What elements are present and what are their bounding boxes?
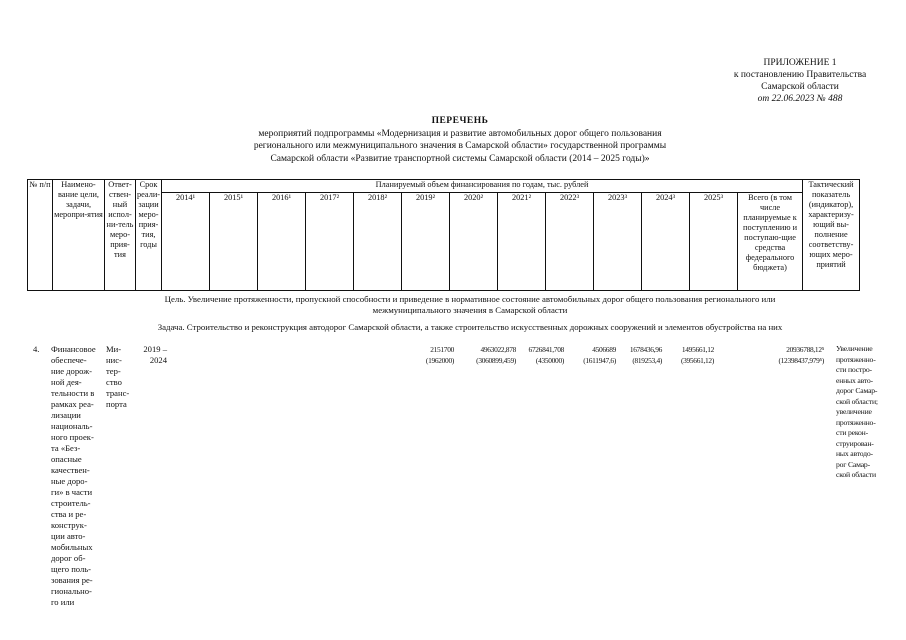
title-line1: мероприятий подпрограммы «Модернизация и развитие автомобильных дорог общего пользования xyxy=(258,128,662,139)
indicator-line: сти постро- xyxy=(836,365,872,374)
row-resp-line: транс- xyxy=(106,388,130,398)
row-name-line: строитель- xyxy=(51,498,91,508)
header-responsible: Ответ-ствен-ный испол-ни-тель меро-прия-тия xyxy=(105,180,136,291)
row-name-line: гионально- xyxy=(51,586,92,596)
row-name-line: ства и ре- xyxy=(51,509,87,519)
row-name xyxy=(51,344,105,608)
appendix-line2: к постановлению Правительства xyxy=(733,70,867,80)
row-term-start: 2019 – xyxy=(143,344,167,354)
row-resp-line: нис- xyxy=(106,355,122,365)
value-federal: (3060899,459) xyxy=(476,356,516,365)
header-year: 2015¹ xyxy=(210,193,258,291)
indicator-line: ской области; xyxy=(836,396,878,406)
indicator-line: увеличение xyxy=(836,407,872,416)
header-indicator: Тактический показатель (индикатор), характеризу-ющий вы-полнение соответству-ющих меро-приятий xyxy=(803,180,860,291)
row-name-line: ные доро- xyxy=(51,476,88,486)
value-cell xyxy=(510,344,564,366)
header-year: 2014¹ xyxy=(162,193,210,291)
row-name-line: рамках реа- xyxy=(51,399,94,409)
row-name-line: зования ре- xyxy=(51,575,93,585)
row-resp-line: Ми- xyxy=(106,344,122,354)
row-name-line: тельности в xyxy=(51,388,95,398)
row-name-line: мобильных xyxy=(51,542,93,552)
appendix-block xyxy=(700,57,900,105)
title-line2: регионального или межмуниципального значения в Самарской области» государственной программы xyxy=(253,141,667,151)
row-name-line: ции авто- xyxy=(51,531,86,541)
header-year: 2018² xyxy=(354,193,402,291)
header-planned-financing: Планируемый объем финансирования по годам, тыс. рублей xyxy=(162,180,803,193)
indicator-line: сти рекон- xyxy=(836,428,868,437)
header-year: 2023³ xyxy=(594,193,642,291)
value-cell xyxy=(404,344,454,366)
indicator-line: ных автодо- xyxy=(836,449,873,458)
goal-text: Цель. Увеличение протяженности, пропускной способности и приведение в нормативное состояние автомобильных дорог общего пользования регионального или межмуниципального значения в Самарской области xyxy=(164,294,776,315)
header-name: Наимено-вание цели, задачи, меропри-ятия xyxy=(53,180,105,291)
header-year: 2016¹ xyxy=(258,193,306,291)
header-year: 2025³ xyxy=(690,193,738,291)
indicator-line: протяженно- xyxy=(836,417,876,427)
document-title xyxy=(180,115,740,165)
header-year: 2020² xyxy=(450,193,498,291)
indicator-line: дорог Самар- xyxy=(836,386,878,395)
indicator-line: енных авто- xyxy=(836,375,873,385)
indicator-line: протяженно- xyxy=(836,354,876,364)
appendix-title: ПРИЛОЖЕНИЕ 1 xyxy=(763,58,837,68)
row-term xyxy=(137,344,167,366)
header-total: Всего (в том числе планируемые к поступлению и поступаю-щие средства федерального бюджета) xyxy=(738,193,803,291)
title-line3: Самарской области «Развитие транспортной системы Самарской области (2014 – 2025 годы)» xyxy=(270,153,650,164)
header-year: 2017² xyxy=(306,193,354,291)
value-federal: (1962000) xyxy=(425,356,454,365)
value-federal: (395661,12) xyxy=(680,356,714,365)
value-amount: 4506689 xyxy=(592,345,616,354)
total-federal: (12398437,979⁵) xyxy=(778,356,824,365)
value-federal: (819253,4) xyxy=(632,356,662,365)
row-name-line: ги» в части xyxy=(51,487,93,497)
total-cell xyxy=(758,344,824,366)
header-year: 2024³ xyxy=(642,193,690,291)
indicator-line: ской области xyxy=(836,470,876,479)
row-name-line: обеспече- xyxy=(51,355,87,365)
title-heading: ПЕРЕЧЕНЬ xyxy=(431,116,489,126)
row-name-line: лизации xyxy=(51,410,81,420)
value-amount: 4963022,878 xyxy=(480,345,516,354)
row-responsible xyxy=(106,344,136,410)
row-indicator xyxy=(836,344,898,481)
value-amount: 1678436,96 xyxy=(629,345,662,354)
indicator-line: струирован- xyxy=(836,438,874,448)
row-name-line: ной дея- xyxy=(51,377,82,387)
value-federal: (4350000) xyxy=(535,356,564,365)
row-name-line: ного проек- xyxy=(51,432,94,442)
row-resp-line: тер- xyxy=(106,366,121,376)
value-cell xyxy=(452,344,516,366)
value-federal: (1611947,6) xyxy=(583,356,616,365)
value-cell xyxy=(608,344,662,366)
row-name-line: та «Без- xyxy=(51,443,81,453)
indicator-line: рог Самар- xyxy=(836,459,870,469)
row-name-line: дорог об- xyxy=(51,553,86,563)
value-amount: 6726841,708 xyxy=(528,345,564,354)
header-year: 2019² xyxy=(402,193,450,291)
appendix-date: от 22.06.2023 № 488 xyxy=(757,94,843,104)
value-amount: 2151700 xyxy=(430,345,454,354)
task-text: Задача. Строительство и реконструкция автодорог Самарской области, а также строительство искусственных дорожных сооружений и элементов обустройства на них xyxy=(157,322,783,332)
row-name-line: ние дорож- xyxy=(51,366,93,376)
header-year: 2021² xyxy=(498,193,546,291)
header-num: № п/п xyxy=(28,180,53,291)
row-number: 4. xyxy=(33,344,40,354)
row-name-line: опасные xyxy=(51,454,82,464)
row-resp-line: порта xyxy=(106,399,127,409)
row-name-line: националь- xyxy=(51,421,93,431)
row-name-line: Финансовое xyxy=(51,344,96,354)
header-table xyxy=(27,179,860,291)
header-term: Срок реали-зации меро-прия-тия, годы xyxy=(136,180,162,291)
value-cell xyxy=(660,344,714,366)
value-amount: 1495661,12 xyxy=(681,345,714,354)
row-name-line: качествен- xyxy=(51,465,90,475)
row-name-line: го или xyxy=(51,597,75,607)
row-term-end: 2024 xyxy=(149,355,167,365)
indicator-line: Увеличение xyxy=(836,344,873,353)
appendix-line3: Самарской области xyxy=(761,82,839,92)
row-name-line: конструк- xyxy=(51,520,87,530)
header-year: 2022³ xyxy=(546,193,594,291)
row-name-line: щего поль- xyxy=(51,564,92,574)
total-amount: 20936788,12⁵ xyxy=(786,345,824,354)
row-resp-line: ство xyxy=(106,377,122,387)
